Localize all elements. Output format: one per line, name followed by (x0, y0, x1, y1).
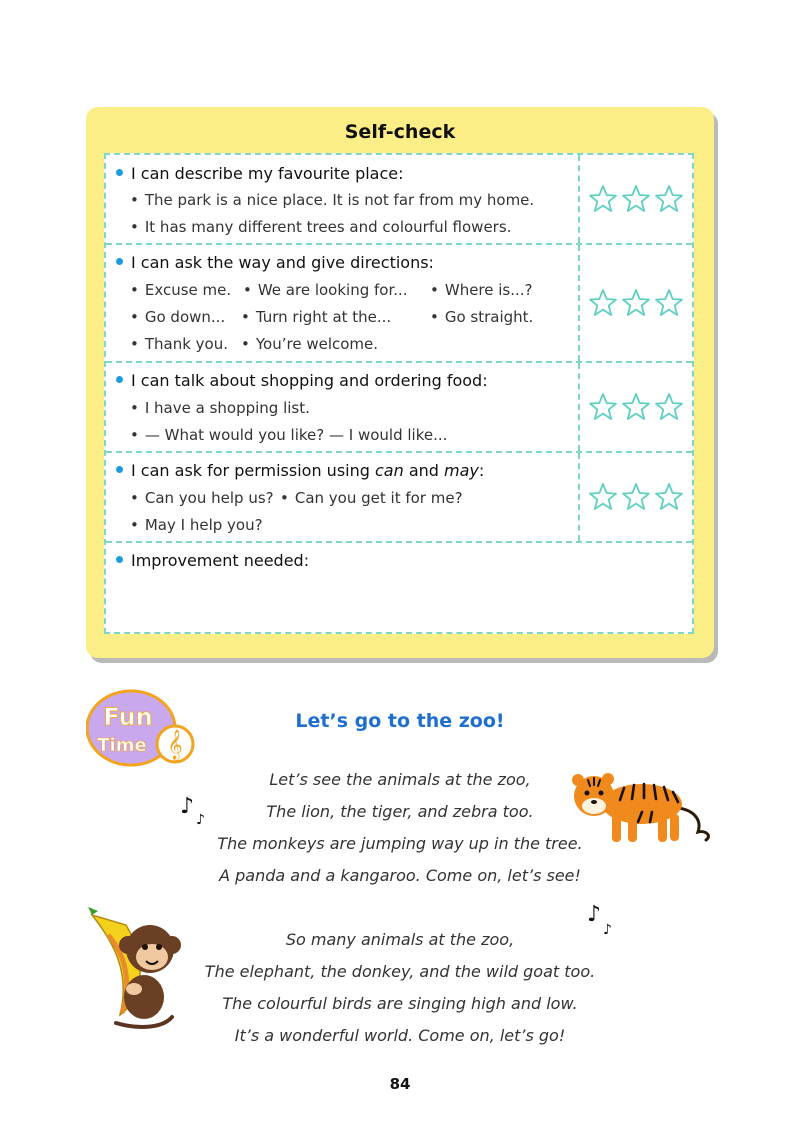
improvement-heading: Improvement needed: (116, 551, 309, 570)
row-heading: I can ask for permission using can and may: (116, 461, 484, 480)
self-check-row (106, 543, 692, 632)
example-item: • You’re welcome. (241, 335, 378, 353)
verse-line: So many animals at the zoo, (285, 930, 515, 949)
badge-word-fun: Fun (103, 703, 153, 731)
verse-line: Let’s see the animals at the zoo, (269, 770, 531, 789)
self-check-row (106, 245, 692, 363)
star-rating[interactable] (580, 155, 692, 243)
star-outline-icon[interactable] (588, 184, 618, 214)
monkey-banana-illustration (86, 905, 184, 1033)
example-line: • The park is a nice place. It is not far from my home. (130, 191, 534, 209)
music-note-icon: ♪ (196, 812, 205, 828)
verse-line: The elephant, the donkey, and the wild goat too. (204, 962, 596, 981)
verse-line: The lion, the tiger, and zebra too. (266, 802, 534, 821)
star-outline-icon[interactable] (621, 184, 651, 214)
star-outline-icon[interactable] (588, 392, 618, 422)
page-number: 84 (389, 1075, 411, 1093)
self-check-panel (86, 107, 714, 658)
example-line: • It has many different trees and colourful flowers. (130, 218, 511, 236)
example-line: • — What would you like? — I would like... (130, 426, 447, 444)
row-heading: I can talk about shopping and ordering food: (116, 371, 488, 390)
example-item: • We are looking for... (243, 281, 408, 299)
star-outline-icon[interactable] (621, 288, 651, 318)
verse-line: A panda and a kangaroo. Come on, let’s see! (219, 866, 581, 885)
row-heading: I can describe my favourite place: (116, 164, 404, 183)
verse-line: The colourful birds are singing high and low. (222, 994, 578, 1013)
star-outline-icon[interactable] (654, 288, 684, 318)
star-rating[interactable] (580, 245, 692, 361)
bullet-dot (116, 556, 123, 563)
badge-word-time: Time (97, 735, 147, 756)
star-rating[interactable] (580, 453, 692, 541)
bullet-dot (116, 258, 123, 265)
example-line: • I have a shopping list. (130, 399, 310, 417)
star-rating[interactable] (580, 363, 692, 451)
star-outline-icon[interactable] (654, 392, 684, 422)
star-outline-icon[interactable] (621, 482, 651, 512)
treble-clef-icon: 𝄞 (167, 730, 183, 760)
star-outline-icon[interactable] (654, 482, 684, 512)
music-note-icon: ♪ (180, 794, 195, 819)
self-check-row (106, 155, 692, 245)
song-title: Let’s go to the zoo! (295, 710, 505, 732)
bullet-dot (116, 169, 123, 176)
music-note-icon: ♪ (603, 922, 612, 938)
example-item: • Excuse me. (130, 281, 231, 299)
self-check-row (106, 453, 692, 543)
music-note-icon: ♪ (587, 902, 602, 927)
example-item: • Go down... (130, 308, 225, 326)
example-item: • Thank you. (130, 335, 228, 353)
self-check-row (106, 363, 692, 453)
example-item: • Can you help us? (130, 489, 274, 507)
example-item: • May I help you? (130, 516, 263, 534)
example-item: • Can you get it for me? (280, 489, 463, 507)
bullet-dot (116, 466, 123, 473)
star-outline-icon[interactable] (621, 392, 651, 422)
row-heading: I can ask the way and give directions: (116, 253, 434, 272)
star-outline-icon[interactable] (588, 482, 618, 512)
verse-line: The monkeys are jumping way up in the tree. (217, 834, 583, 853)
example-item: • Turn right at the... (241, 308, 391, 326)
example-item: • Where is...? (430, 281, 533, 299)
star-outline-icon[interactable] (654, 184, 684, 214)
tiger-illustration (566, 766, 716, 848)
self-check-title: Self-check (344, 121, 456, 143)
bullet-dot (116, 376, 123, 383)
star-outline-icon[interactable] (588, 288, 618, 318)
self-check-table (104, 153, 694, 634)
example-item: • Go straight. (430, 308, 533, 326)
verse-line: It’s a wonderful world. Come on, let’s go! (234, 1026, 566, 1045)
